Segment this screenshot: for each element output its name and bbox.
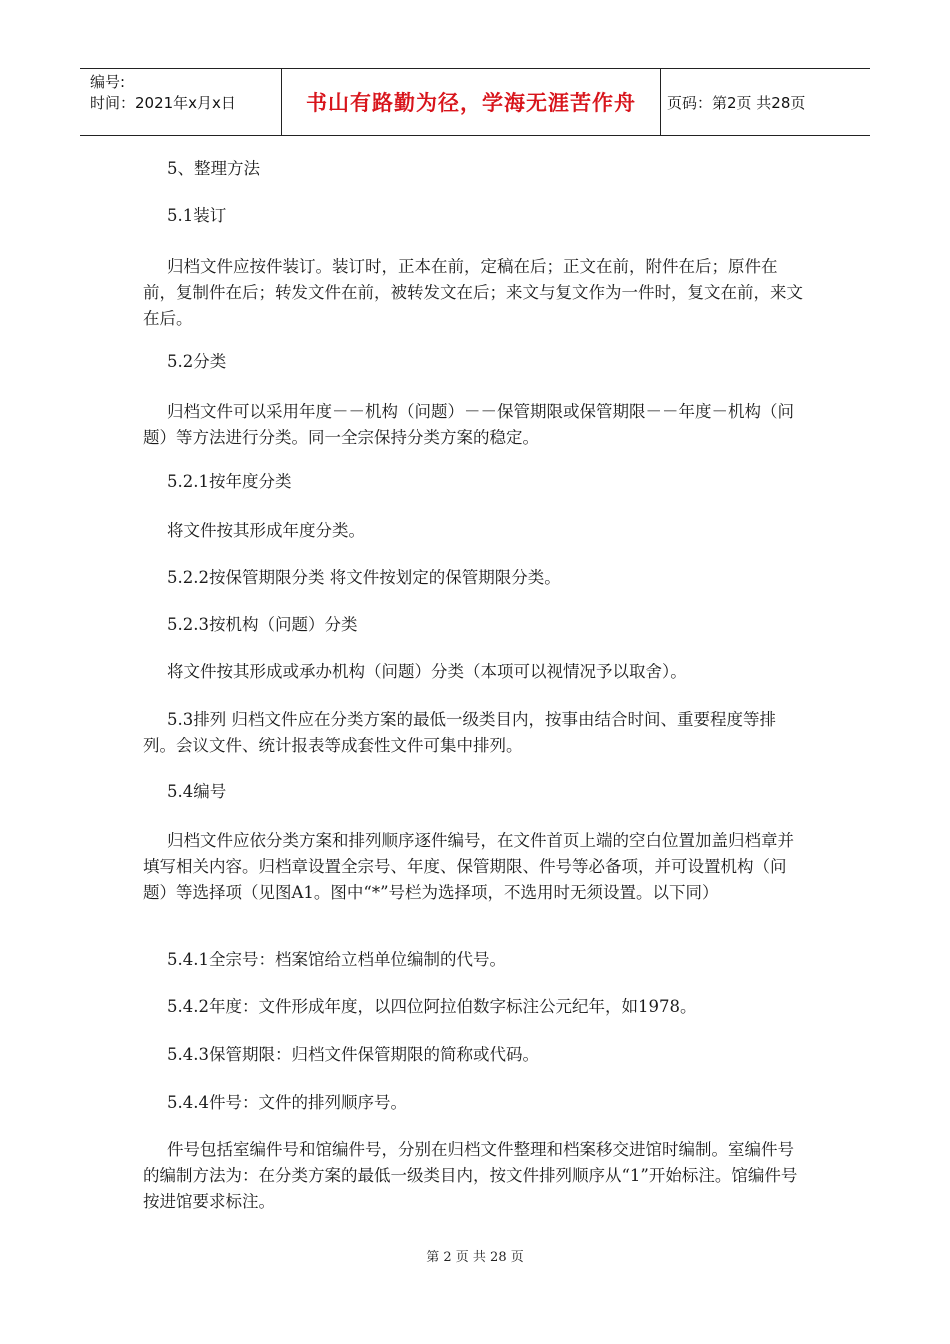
paragraph: 5.4.3保管期限：归档文件保管期限的简称或代码。 (167, 1045, 539, 1064)
paragraph: 5.3排列 归档文件应在分类方案的最低一级类目内，按事由结合时间、重要程度等排列。会议文件、统计报表等成套性文件可集中排列。 (143, 710, 776, 755)
paragraph: 件号包括室编件号和馆编件号，分别在归档文件整理和档案移交进馆时编制。室编件号的编制方法为：在分类方案的最低一级类目内，按文件排列顺序从“1”开始标注。馆编件号按进馆要求标注。 (143, 1140, 798, 1211)
subsection-heading: 5.2.1按年度分类 (167, 472, 292, 491)
header-meta (80, 69, 282, 135)
paragraph: 归档文件应依分类方案和排列顺序逐件编号，在文件首页上端的空白位置加盖归档章并填写相关内容。归档章设置全宗号、年度、保管期限、件号等必备项，并可设置机构（问题）等选择项（见图A1。图中“*”号栏为选择项，不选用时无须设置。以下同） (143, 831, 794, 902)
paragraph: 归档文件应按件装订。装订时，正本在前，定稿在后；正文在前，附件在后；原件在前，复制件在后；转发文件在前，被转发文在后；来文与复文作为一件时，复文在前，来文在后。 (143, 257, 803, 328)
paragraph: 将文件按其形成年度分类。 (167, 521, 365, 540)
document-number-label: 编号: (90, 73, 126, 91)
subsection-heading: 5.1装订 (167, 206, 227, 225)
paragraph: 归档文件可以采用年度－－机构（问题）－－保管期限或保管期限－－年度－机构（问题）等方法进行分类。同一全宗保持分类方案的稳定。 (143, 402, 794, 447)
paragraph: 将文件按其形成或承办机构（问题）分类（本项可以视情况予以取舍）。 (167, 662, 687, 681)
document-date: 时间：2021年x月x日 (90, 94, 236, 112)
page-header (80, 68, 870, 136)
paragraph: 5.2.2按保管期限分类 将文件按划定的保管期限分类。 (167, 568, 561, 587)
subsection-heading: 5.4编号 (167, 782, 227, 801)
header-page-info: 页码：第2页 共28页 (667, 93, 806, 112)
section-heading: 5、整理方法 (167, 159, 260, 178)
paragraph: 5.4.1全宗号：档案馆给立档单位编制的代号。 (167, 950, 506, 969)
header-motto: 书山有路勤为径，学海无涯苦作舟 (282, 69, 661, 135)
subsection-heading: 5.2分类 (167, 352, 227, 371)
subsection-heading: 5.2.3按机构（问题）分类 (167, 615, 358, 634)
page-footer: 第 2 页 共 28 页 (426, 1250, 524, 1265)
paragraph: 5.4.2年度：文件形成年度，以四位阿拉伯数字标注公元纪年，如1978。 (167, 997, 697, 1016)
paragraph: 5.4.4件号：文件的排列顺序号。 (167, 1093, 407, 1112)
